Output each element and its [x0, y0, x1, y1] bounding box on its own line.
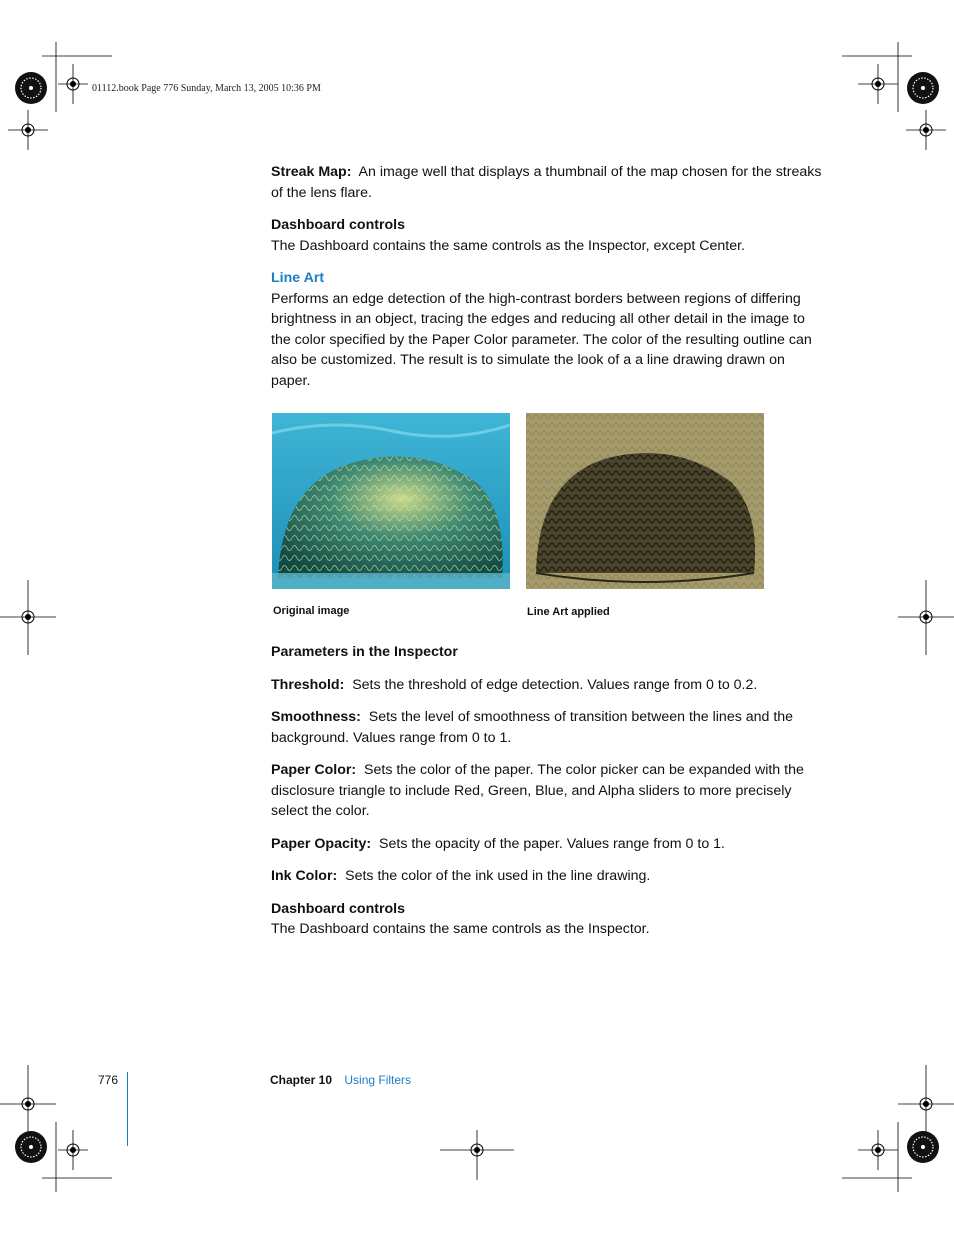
ink-color-text: Sets the color of the ink used in the line drawing. — [345, 868, 651, 884]
chapter-title-link[interactable]: Using Filters — [344, 1073, 412, 1087]
threshold-term: Threshold: — [271, 676, 345, 693]
footer-rule — [127, 1072, 128, 1146]
line-art-description: Performs an edge detection of the high-contrast borders between regions of differing brightness in an object, tracing the edges and reducing all other detail in the image to the color specified by the Paper Color parameter. The color of the resulting outline can also be customized. The result is to simulate the look of a a line drawing drawn on paper. — [271, 290, 812, 389]
print-header: 01112.book Page 776 Sunday, March 13, 2005 10:36 PM — [92, 83, 321, 94]
dashboard-head-2-text: Dashboard controls — [271, 900, 406, 917]
original-image — [272, 413, 510, 589]
smoothness-paragraph — [271, 707, 827, 748]
dashboard-controls-text-2: The Dashboard contains the same controls as the Inspector. — [271, 921, 650, 937]
dashboard-controls-heading-2 — [271, 899, 827, 920]
threshold-paragraph — [271, 675, 827, 696]
paper-opacity-term: Paper Opacity: — [271, 835, 372, 852]
parameters-heading-text: Parameters in the Inspector — [271, 644, 458, 660]
streak-map-term: Streak Map: — [271, 164, 352, 180]
page-number: 776 — [98, 1073, 119, 1087]
line-art-heading: Line Art — [271, 270, 325, 286]
smoothness-text: Sets the level of smoothness of transition between the lines and the background. Values range from 0 to 1. — [271, 709, 794, 746]
line-art-applied-image — [526, 413, 764, 589]
line-art-caption: Line Art applied — [527, 606, 610, 618]
smoothness-term: Smoothness: — [271, 709, 361, 725]
dashboard-controls-text-1: The Dashboard contains the same controls as the Inspector, except Center. — [271, 237, 745, 254]
paper-opacity-text: Sets the opacity of the paper. Values range from 0 to 1. — [379, 835, 725, 852]
paper-color-text: Sets the color of the paper. The color picker can be expanded with the disclosure triangle to include Red, Green, Blue, and Alpha sliders to more precisely select the color. — [271, 762, 804, 819]
upper-content — [271, 162, 827, 391]
footer-chapter — [270, 1073, 411, 1087]
coral-original-illustration — [272, 413, 510, 589]
threshold-text: Sets the threshold of edge detection. Values range from 0 to 0.2. — [352, 676, 758, 693]
parameters-heading — [271, 642, 827, 663]
dashboard-controls-heading-1 — [271, 215, 827, 236]
paper-opacity-paragraph — [271, 834, 827, 855]
ink-color-term: Ink Color: — [271, 868, 338, 884]
original-image-caption: Original image — [273, 605, 350, 617]
streak-map-text: An image well that displays a thumbnail of the map chosen for the streaks of the lens flare. — [271, 164, 822, 201]
paper-color-term: Paper Color: — [271, 762, 357, 778]
parameters-section — [271, 642, 827, 940]
paper-color-paragraph — [271, 760, 827, 822]
coral-line-art-illustration — [526, 413, 764, 589]
ink-color-paragraph — [271, 866, 827, 887]
chapter-label: Chapter 10 — [270, 1073, 333, 1087]
dashboard-head-1-text: Dashboard controls — [271, 217, 406, 233]
streak-map-paragraph — [271, 162, 827, 203]
